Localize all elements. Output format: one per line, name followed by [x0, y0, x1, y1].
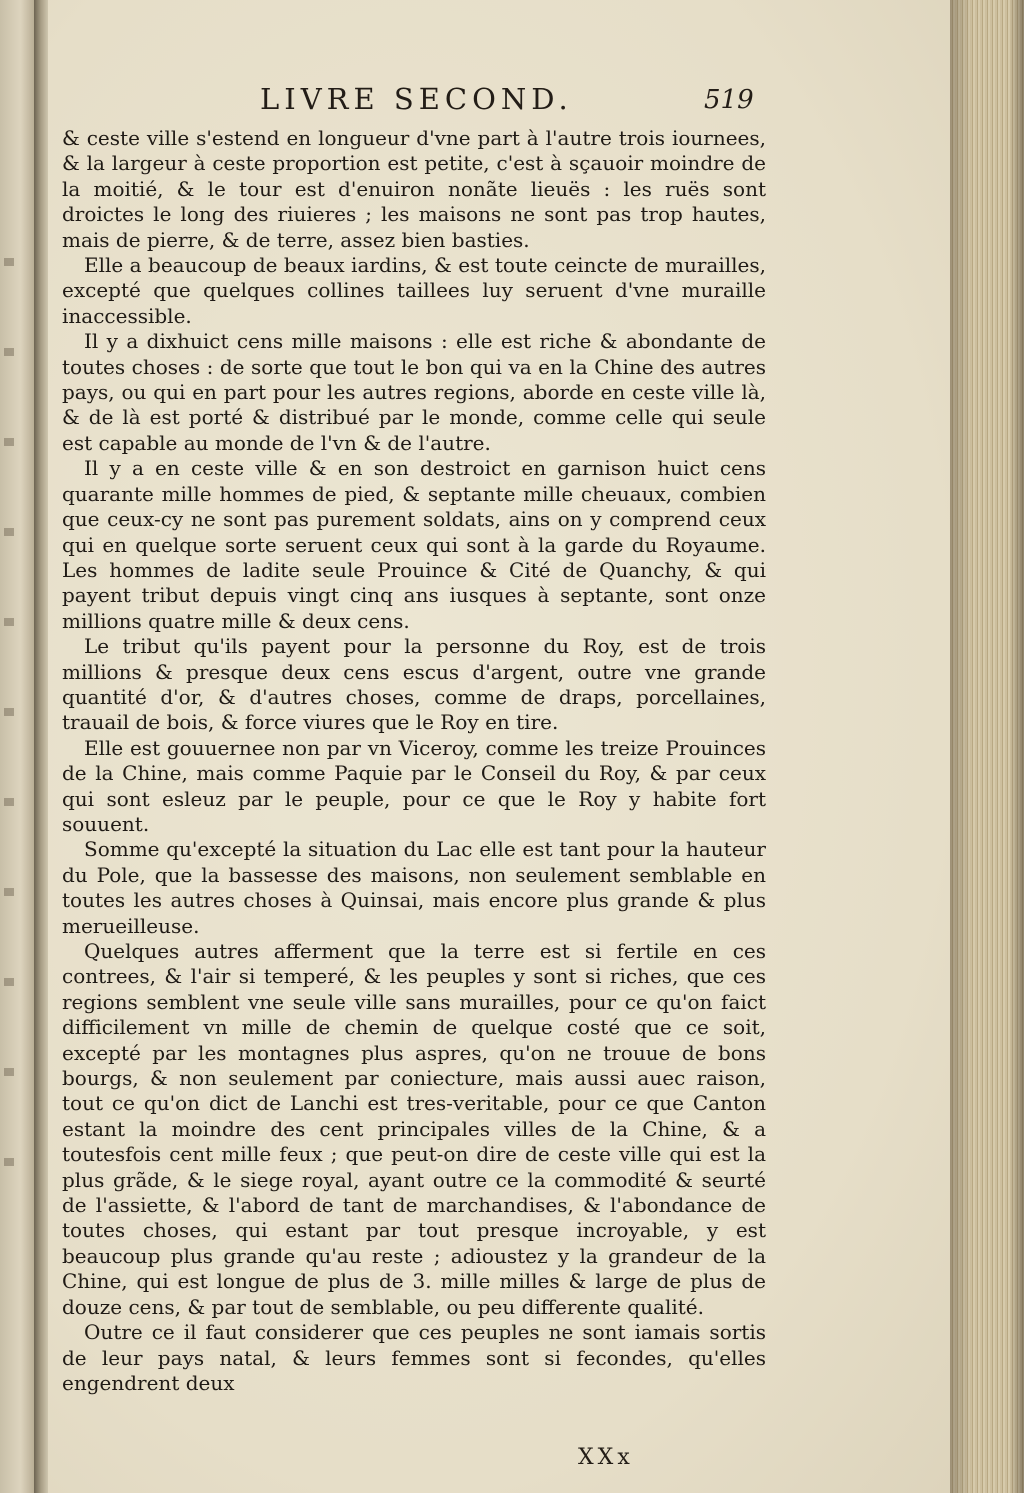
paragraph-7: Somme qu'excepté la situation du Lac elle est tant pour la hauteur du Pole, que la bassesse des maisons, non seulement semblable en toutes les autres choses à Quinsai, mais encore plus grande & plus merueilleuse.	[62, 837, 766, 938]
paragraph-9: Outre ce il faut considerer que ces peuples ne sont iamais sortis de leur pays natal, & leurs femmes sont si fecondes, qu'elles engendrent deux	[62, 1320, 766, 1395]
facing-page-text-bleed	[4, 220, 14, 1220]
paragraph-4: Il y a en ceste ville & en son destroict en garnison huict cens quarante mille hommes de pied, & septante mille cheuaux, combien que ceux-cy ne sont pas purement soldats, ains on y comprend ceux qui en quelque sorte seruent ceux qui sont à la garde du Royaume. Les hommes de ladite seule Prouince & Cité de Quanchy, & qui payent tribut depuis vingt cinq ans iusques à septante, sont onze millions quatre mille & deux cens.	[62, 456, 766, 633]
paragraph-1: & ceste ville s'estend en longueur d'vne part à l'autre trois iournees, & la largeur à ceste proportion est petite, c'est à sçauoir moindre de la moitié, & le tour est d'enuiron nonãte lieuës : les ruës sont droictes le long des riuieres ; les maisons ne sont pas trop hautes, mais de pierre, & de terre, assez bien basties.	[62, 126, 766, 252]
paragraph-3: Il y a dixhuict cens mille maisons : elle est riche & abondante de toutes choses : de sorte que tout le bon qui va en la Chine des autres pays, ou qui en part pour les autres regions, aborde en ceste ville là, & de là est porté & distribué par le monde, comme celle qui seule est capable au monde de l'vn & de l'autre.	[62, 329, 766, 455]
paragraph-2: Elle a beaucoup de beaux iardins, & est toute ceincte de murailles, excepté que quelques collines taillees luy seruent d'vne muraille inaccessible.	[62, 253, 766, 328]
fore-edge-shadow	[950, 0, 1024, 1493]
page-fore-edge	[950, 0, 1024, 1493]
book-gutter	[34, 0, 48, 1493]
facing-page-edge	[0, 0, 34, 1493]
page-number: 519	[704, 85, 754, 115]
paragraph-6: Elle est gouuernee non par vn Viceroy, comme les treize Prouinces de la Chine, mais comme Paquie par le Conseil du Roy, & par ceux qui sont esleuz par le peuple, pour ce que le Roy y habite fort souuent.	[62, 735, 766, 836]
running-head: LIVRE SECOND.	[260, 82, 573, 116]
paragraph-8: Quelques autres afferment que la terre est si fertile en ces contrees, & l'air si temperé, & les peuples y sont si riches, que ces regions semblent vne seule ville sans murailles, pour ce qu'on faict difficilement vn mille de chemin de quelque costé que ce soit, excepté par les montagnes plus aspres, qu'on ne trouue de bons bourgs, & non seulement par coniecture, mais aussi auec raison, tout ce qu'on dict de Lanchi est tres-veritable, pour ce que Canton estant la moindre des cent principales villes de la Chine, & a toutesfois cent mille feux ; que peut-on dire de ceste ville qui est la plus grãde, & le siege royal, ayant outre ce la commodité & seurté de l'assiette, & l'abord de tant de marchandises, & l'abondance de toutes choses, qui estant par tout presque incroyable, y est beaucoup plus grande qu'au reste ; adioustez y la grandeur de la Chine, qui est longue de plus de 3. mille milles & large de plus de douze cens, & par tout de semblable, ou peu differente qualité.	[62, 939, 766, 1319]
paragraph-5: Le tribut qu'ils payent pour la personne du Roy, est de trois millions & presque deux cens escus d'argent, outre vne grande quantité d'or, & d'autres choses, comme de draps, porcellaines, trauail de bois, & force viures que le Roy en tire.	[62, 634, 766, 735]
body-text	[62, 126, 766, 1396]
catchword-signature: XXx	[578, 1445, 634, 1470]
